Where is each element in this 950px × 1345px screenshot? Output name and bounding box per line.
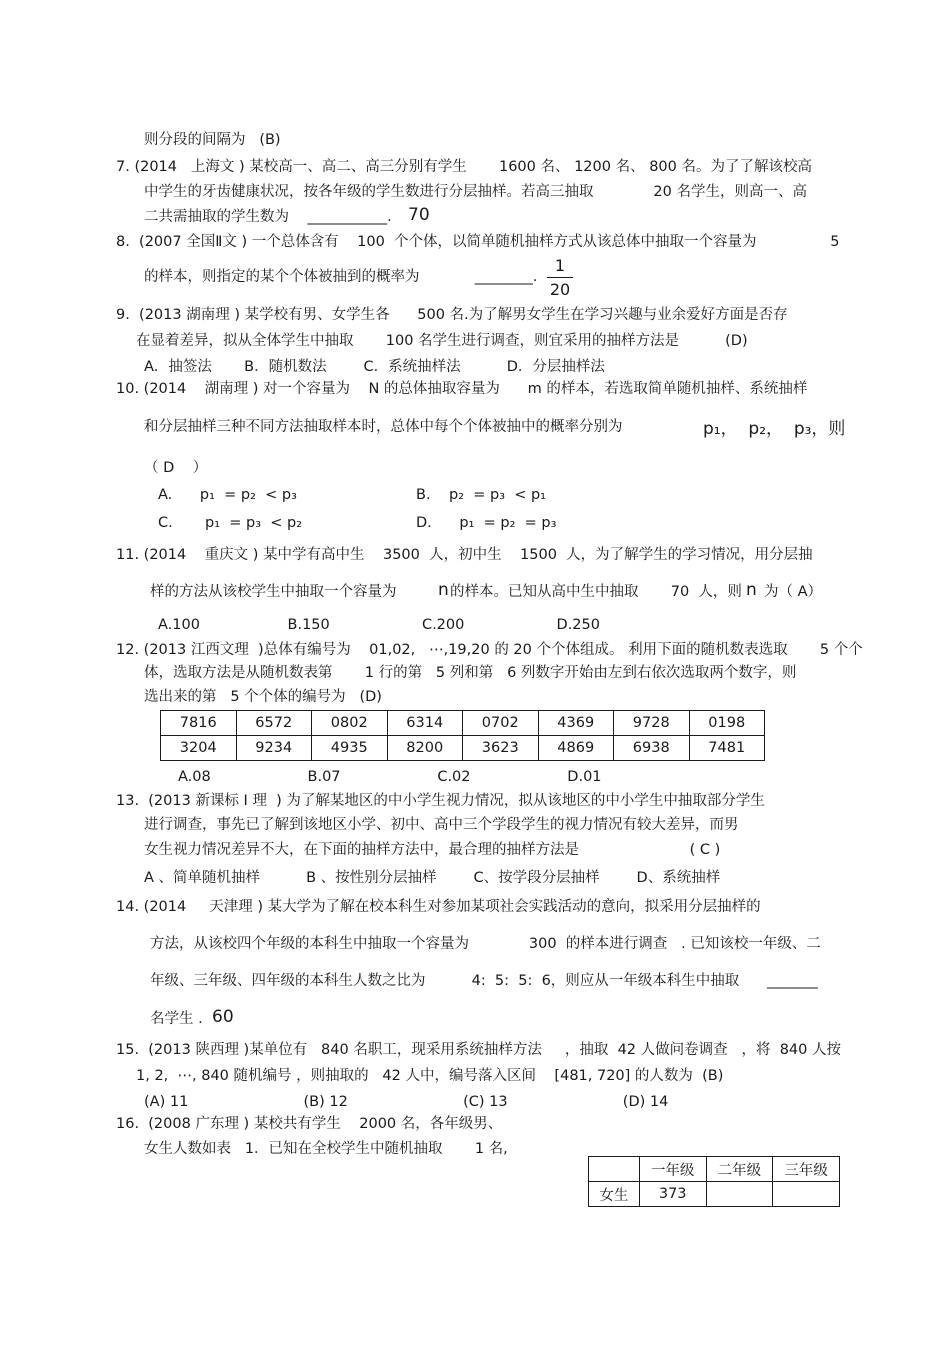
fraction-bar xyxy=(547,277,573,278)
table-cell xyxy=(773,1182,840,1207)
text-line: 9. (2013 湖南理 ) 某学校有男、女学生各 500 名.为了解男女学生在学习兴趣与业余爱好方面是否存 xyxy=(116,307,788,323)
text-line: 的样本，则指定的某个个体被抽到的概率为 ________. xyxy=(144,269,538,285)
fraction-denominator: 20 xyxy=(549,280,571,299)
text-line: 10. (2014 湖南理 ) 对一个容量为 N 的总体抽取容量为 m 的样本，若选取简单随机抽样、系统抽样 xyxy=(116,381,808,397)
table-cell: 9234 xyxy=(236,736,312,761)
table-cell: 8200 xyxy=(387,736,463,761)
text-line: 选出来的第 5 个个体的编号为 (D) xyxy=(144,689,382,705)
table-header-cell: 三年级 xyxy=(773,1157,840,1182)
text-line: 7. (2014 上海文 ) 某校高一、高二、高三分别有学生 1600 名、 1200 名、 800 名。为了了解该校高 xyxy=(116,159,812,175)
table-cell: 9728 xyxy=(614,711,690,736)
text-line: A 、简单随机抽样 B 、按性别分层抽样 C、按学段分层抽样 D、系统抽样 xyxy=(144,870,721,886)
answer-text: n xyxy=(438,580,449,600)
text-line: 14. (2014 天津理 ) 某大学为了解在校本科生对参加某项社会实践活动的意向，拟采用分层抽样的 xyxy=(116,899,761,915)
text-line: 16. (2008 广东理 ) 某校共有学生 2000 名，各年级男、 xyxy=(116,1116,503,1132)
table-cell: 0802 xyxy=(312,711,388,736)
table-cell: 0702 xyxy=(463,711,539,736)
text-line: （ D ） xyxy=(144,460,208,476)
text-line: A.08 B.07 C.02 D.01 xyxy=(178,769,602,785)
fraction-q8 xyxy=(545,256,575,299)
text-line: 体，选取方法是从随机数表第 1 行的第 5 列和第 6 列数字开始由左到右依次选取两个数字，则 xyxy=(144,665,797,681)
fraction-numerator: 1 xyxy=(554,256,566,275)
table-cell: 7816 xyxy=(161,711,237,736)
text-line: 进行调查，事先已了解到该地区小学、初中、高中三个学段学生的视力情况有较大差异，而男 xyxy=(144,817,739,833)
text-line: 二共需抽取的学生数为 ___________. xyxy=(144,209,392,225)
table-cell: 4869 xyxy=(538,736,614,761)
table-cell: 女生 xyxy=(589,1182,640,1207)
text-line: 12. (2013 江西文理 )总体有编号为 01,02, ⋯,19,20 的 20 个个体组成。 利用下面的随机数表选取 5 个个 xyxy=(116,642,863,658)
text-line: (A) 11 (B) 12 (C) 13 (D) 14 xyxy=(144,1094,669,1110)
table-cell: 6938 xyxy=(614,736,690,761)
table-cell: 3623 xyxy=(463,736,539,761)
table-row xyxy=(161,711,765,736)
text-line: 则分段的间隔为 (B) xyxy=(144,132,281,148)
text-line: 为（ A） xyxy=(764,584,823,600)
table-cell: 0198 xyxy=(689,711,765,736)
table-cell: 4935 xyxy=(312,736,388,761)
text-line: 8. (2007 全国Ⅱ文 ) 一个总体含有 100 个个体，以简单随机抽样方式从该总体中抽取一个容量为 5 xyxy=(116,234,840,250)
text-line: B. p₂ = p₃ < p₁ xyxy=(416,487,546,503)
table-cell: 6572 xyxy=(236,711,312,736)
table-cell: 373 xyxy=(639,1182,706,1207)
text-line: 女生视力情况差异不大，在下面的抽样方法中，最合理的抽样方法是 ( C ) xyxy=(144,842,721,858)
text-line: A．抽签法 B．随机数法 C．系统抽样法 D．分层抽样法 xyxy=(144,359,605,375)
table-cell: 6314 xyxy=(387,711,463,736)
answer-text: 70 xyxy=(408,205,430,225)
answer-text: 60 xyxy=(212,1007,234,1027)
text-line: A. p₁ = p₂ < p₃ xyxy=(158,487,297,503)
text-line: D. p₁ = p₂ = p₃ xyxy=(416,515,557,531)
text-line: 年级、三年级、四年级的本科生人数之比为 4: 5: 5: 6，则应从一年级本科生中抽取 _______ xyxy=(150,973,818,989)
text-line: 在显着差异，拟从全体学生中抽取 100 名学生进行调查，则宜采用的抽样方法是 (D) xyxy=(136,333,748,349)
table-cell: 3204 xyxy=(161,736,237,761)
table-header-cell: 二年级 xyxy=(706,1157,773,1182)
answer-text: p₁， p₂， p₃，则 xyxy=(703,419,846,439)
table-cell xyxy=(706,1182,773,1207)
table-header-cell: 一年级 xyxy=(639,1157,706,1182)
text-line: 方法，从该校四个年级的本科生中抽取一个容量为 300 的样本进行调查 . 已知该校一年级、二 xyxy=(150,936,821,952)
text-line: 和分层抽样三种不同方法抽取样本时，总体中每个个体被抽中的概率分别为 xyxy=(144,419,623,435)
grade-gender-table xyxy=(588,1156,840,1207)
text-line: 样的方法从该校学生中抽取一个容量为 xyxy=(150,584,397,600)
text-line: 11. (2014 重庆文 ) 某中学有高中生 3500 人，初中生 1500 人，为了解学生的学习情况，用分层抽 xyxy=(116,547,813,563)
answer-text: n xyxy=(746,580,757,600)
text-line: 的样本。已知从高中生中抽取 70 人，则 xyxy=(450,584,742,600)
text-line: 女生人数如表 1．已知在全校学生中随机抽取 1 名, xyxy=(144,1141,508,1157)
text-line: 13. (2013 新课标 I 理 ) 为了解某地区的中小学生视力情况，拟从该地区的中小学生中抽取部分学生 xyxy=(116,793,765,809)
table-row xyxy=(589,1182,840,1207)
text-line: A.100 B.150 C.200 D.250 xyxy=(158,617,600,633)
table-row xyxy=(161,736,765,761)
table-cell: 4369 xyxy=(538,711,614,736)
table-header-row xyxy=(589,1157,840,1182)
text-line: C. p₁ = p₃ < p₂ xyxy=(158,515,303,531)
text-line: 1, 2, ⋯, 840 随机编号 ，则抽取的 42 人中，编号落入区间 [481, 720] 的人数为 (B) xyxy=(136,1068,724,1084)
text-line: 15. (2013 陕西理 )某单位有 840 名职工，现采用系统抽样方法 ，抽取 42 人做问卷调查 ，将 840 人按 xyxy=(116,1042,841,1058)
text-line: 名学生 . xyxy=(150,1011,203,1027)
random-number-table xyxy=(160,710,765,761)
text-line: 中学生的牙齿健康状况，按各年级的学生数进行分层抽样。若高三抽取 20 名学生，则高一、高 xyxy=(144,184,807,200)
table-cell: 7481 xyxy=(689,736,765,761)
table-header-cell xyxy=(589,1157,640,1182)
